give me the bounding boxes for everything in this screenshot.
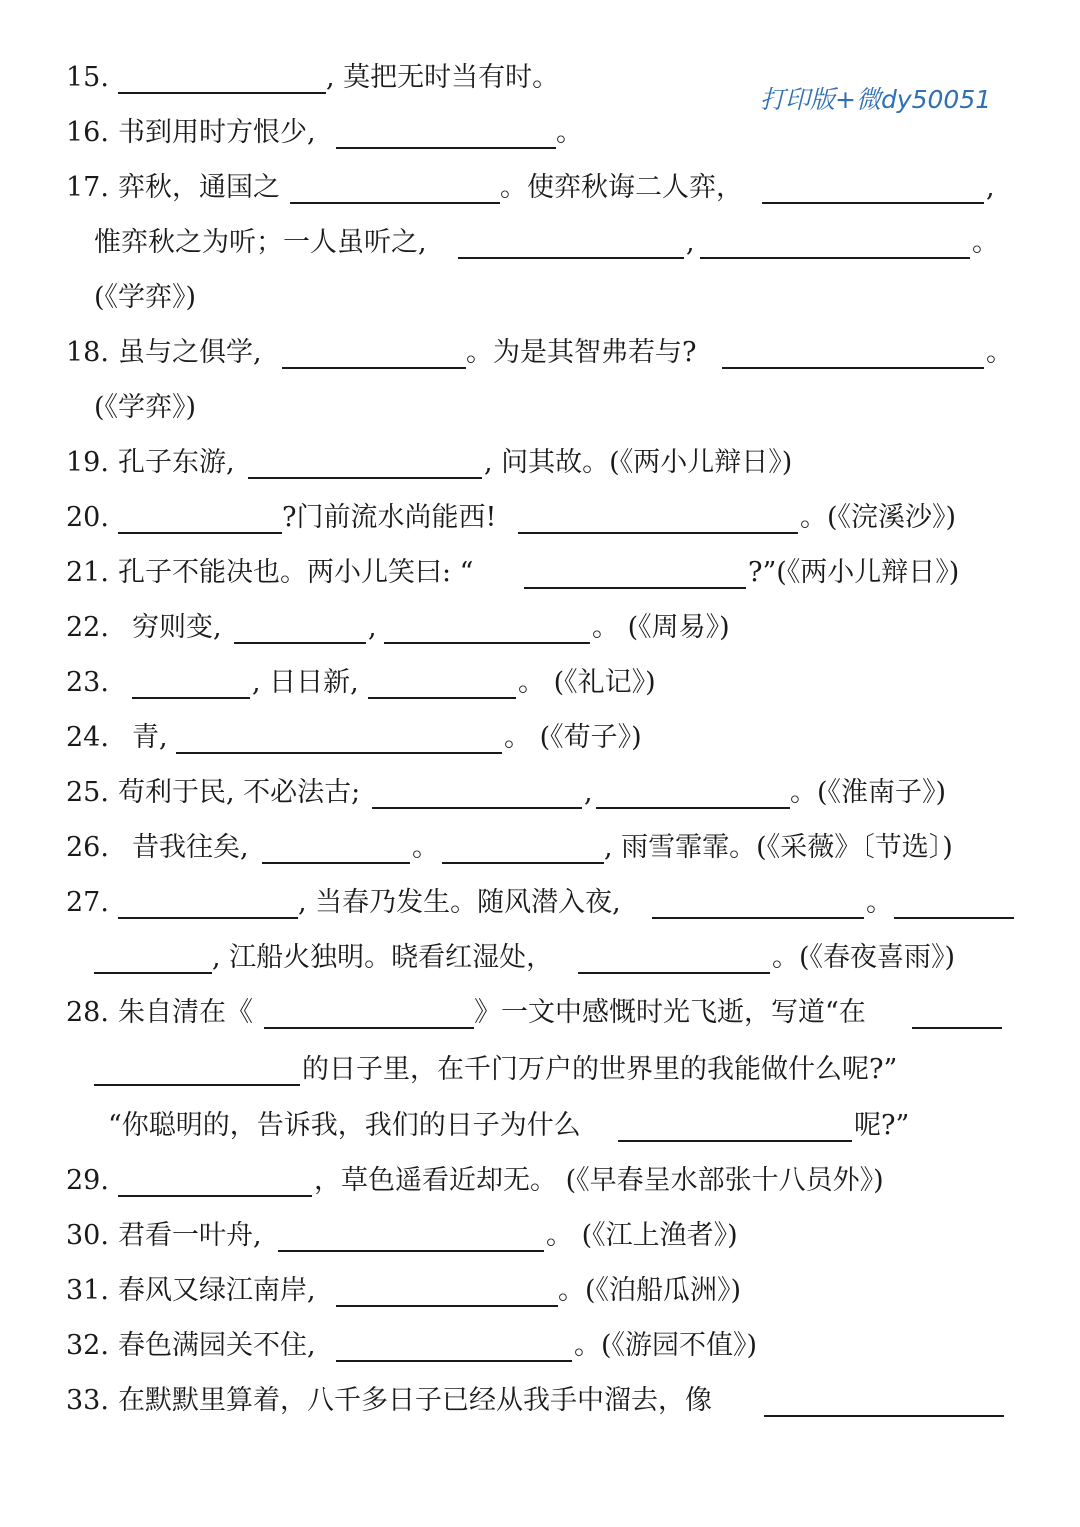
prompt-text: 。 (《礼记》): [518, 667, 656, 698]
source-text: (《学弈》): [94, 392, 197, 423]
prompt-text: 穷则变,: [132, 612, 222, 643]
prompt-text: ,: [584, 777, 593, 808]
prompt-text: 。为是其智弗若与?: [466, 337, 697, 368]
prompt-text: 虽与之俱学,: [118, 337, 262, 368]
answer-blank[interactable]: [368, 697, 516, 699]
answer-blank[interactable]: [94, 1084, 300, 1086]
answer-blank[interactable]: [442, 862, 604, 864]
question-number: 24.: [66, 722, 109, 753]
question-number: 19.: [66, 447, 109, 478]
answer-blank[interactable]: [282, 367, 466, 369]
prompt-text: 孔子不能决也。两小儿笑曰: “: [118, 557, 474, 588]
prompt-text: 在默默里算着，八千多日子已经从我手中溜去，像: [118, 1385, 712, 1416]
prompt-text: 。 (《周易》): [592, 612, 730, 643]
question-number: 21.: [66, 557, 109, 588]
answer-blank[interactable]: [176, 752, 502, 754]
prompt-text: ?”(《两小儿辩日》): [748, 557, 960, 588]
answer-blank[interactable]: [290, 202, 500, 204]
answer-blank[interactable]: [262, 862, 410, 864]
prompt-text: 昔我往矣,: [132, 832, 249, 863]
answer-blank[interactable]: [248, 477, 482, 479]
prompt-text: ，草色遥看近却无。 (《早春呈水部张十八员外》): [314, 1165, 884, 1196]
source-text: (《学弈》): [94, 282, 197, 313]
question-number: 20.: [66, 502, 109, 533]
prompt-text: ,: [986, 172, 995, 203]
answer-blank[interactable]: [336, 1360, 572, 1362]
prompt-text: 孔子东游,: [118, 447, 235, 478]
answer-blank[interactable]: [618, 1140, 852, 1142]
prompt-text: , 当春乃发生。随风潜入夜,: [298, 887, 621, 918]
question-number: 27.: [66, 887, 109, 918]
question-number: 15.: [66, 62, 109, 93]
answer-blank[interactable]: [264, 1027, 474, 1029]
prompt-text: 春色满园关不住,: [118, 1330, 316, 1361]
prompt-text: 朱自清在《: [118, 997, 253, 1028]
answer-blank[interactable]: [118, 917, 298, 919]
question-number: 17.: [66, 172, 109, 203]
prompt-text: 。(《春夜喜雨》): [772, 942, 956, 973]
answer-blank[interactable]: [578, 972, 770, 974]
question-number: 31.: [66, 1275, 109, 1306]
answer-blank[interactable]: [722, 367, 984, 369]
prompt-text: 。: [986, 337, 1013, 368]
prompt-text: 的日子里，在千门万户的世界里的我能做什么呢?”: [302, 1054, 898, 1085]
answer-blank[interactable]: [234, 642, 366, 644]
prompt-text: 惟弈秋之为听；一人虽听之,: [94, 227, 427, 258]
prompt-text: 。 (《江上渔者》): [546, 1220, 738, 1251]
answer-blank[interactable]: [118, 532, 282, 534]
prompt-text: 书到用时方恨少,: [118, 117, 316, 148]
prompt-text: ,: [368, 612, 377, 643]
question-number: 32.: [66, 1330, 109, 1361]
prompt-text: , 雨雪霏霏。(《采薇》〔节选〕): [604, 832, 953, 863]
answer-blank[interactable]: [336, 1305, 558, 1307]
prompt-text: 。(《淮南子》): [790, 777, 947, 808]
prompt-text: 。: [866, 887, 893, 918]
question-number: 29.: [66, 1165, 109, 1196]
prompt-text: 。: [412, 832, 439, 863]
prompt-text: 。: [972, 227, 999, 258]
answer-blank[interactable]: [596, 807, 790, 809]
prompt-text: , 江船火独明。晓看红湿处，: [212, 942, 554, 973]
prompt-text: 春风又绿江南岸,: [118, 1275, 316, 1306]
answer-blank[interactable]: [336, 147, 556, 149]
question-number: 18.: [66, 337, 109, 368]
question-number: 22.: [66, 612, 109, 643]
question-number: 33.: [66, 1385, 109, 1416]
prompt-text: 君看一叶舟,: [118, 1220, 262, 1251]
question-number: 23.: [66, 667, 109, 698]
prompt-text: 青,: [132, 722, 168, 753]
answer-blank[interactable]: [278, 1250, 544, 1252]
prompt-text: ?门前流水尚能西!: [282, 502, 497, 533]
question-number: 30.: [66, 1220, 109, 1251]
prompt-text: 》一文中感慨时光飞逝，写道“在: [474, 997, 866, 1028]
prompt-text: 。(《泊船瓜洲》): [558, 1275, 742, 1306]
prompt-text: , 问其故。(《两小儿辩日》): [484, 447, 793, 478]
prompt-text: 弈秋，通国之: [118, 172, 280, 203]
question-number: 28.: [66, 997, 109, 1028]
prompt-text: 。: [556, 117, 583, 148]
answer-blank[interactable]: [372, 807, 582, 809]
prompt-text: 呢?”: [854, 1110, 910, 1141]
prompt-text: , 日日新,: [252, 667, 359, 698]
answer-blank[interactable]: [132, 697, 250, 699]
answer-blank[interactable]: [458, 257, 684, 259]
prompt-text: 苟利于民, 不必法古;: [118, 777, 361, 808]
prompt-text: , 莫把无时当有时。: [326, 62, 560, 93]
answer-blank[interactable]: [700, 257, 970, 259]
answer-blank[interactable]: [652, 917, 864, 919]
answer-blank[interactable]: [384, 642, 590, 644]
answer-blank[interactable]: [118, 1195, 312, 1197]
answer-blank[interactable]: [518, 532, 798, 534]
answer-blank[interactable]: [94, 972, 212, 974]
question-number: 26.: [66, 832, 109, 863]
prompt-text: 。使弈秋诲二人弈，: [500, 172, 743, 203]
answer-blank[interactable]: [118, 92, 326, 94]
answer-blank[interactable]: [894, 917, 1014, 919]
answer-blank[interactable]: [762, 202, 984, 204]
answer-blank[interactable]: [912, 1027, 1002, 1029]
answer-blank[interactable]: [764, 1415, 1004, 1417]
question-number: 25.: [66, 777, 109, 808]
answer-blank[interactable]: [524, 587, 746, 589]
watermark-text: 打印版+微dy50051: [760, 85, 992, 114]
prompt-text: 。(《浣溪沙》): [800, 502, 957, 533]
prompt-text: ,: [686, 227, 695, 258]
prompt-text: 。(《游园不值》): [574, 1330, 758, 1361]
question-number: 16.: [66, 117, 109, 148]
prompt-text: 。 (《荀子》): [504, 722, 642, 753]
prompt-text: “你聪明的，告诉我，我们的日子为什么: [108, 1110, 581, 1141]
